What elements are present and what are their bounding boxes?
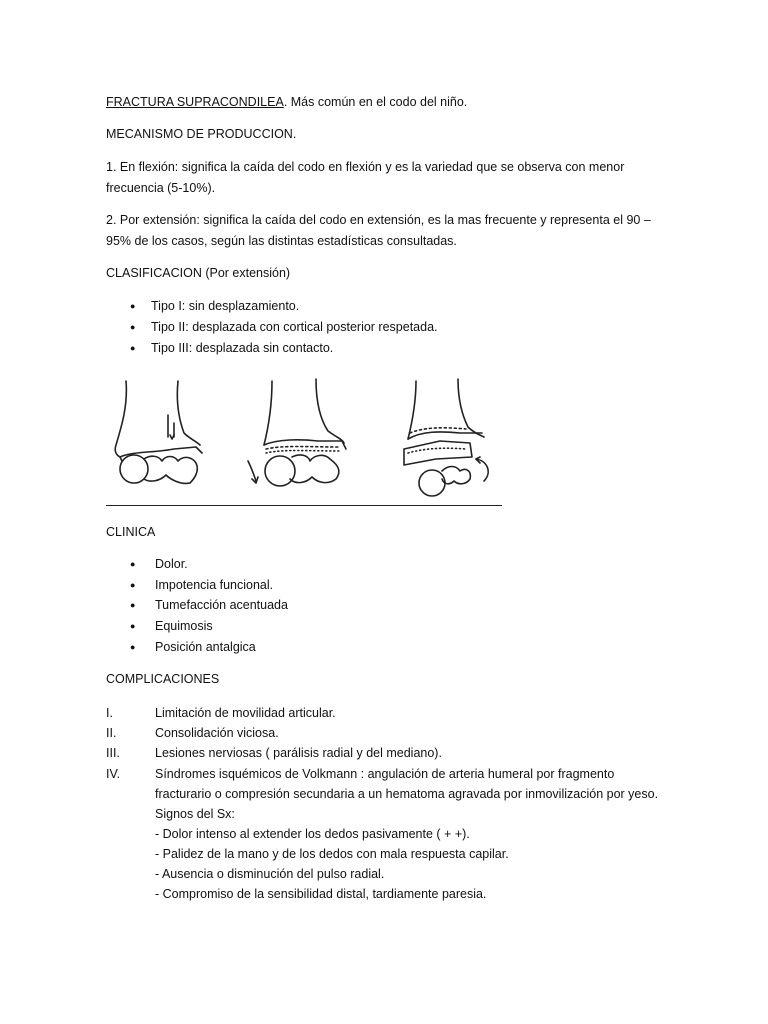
bullet-icon: ● bbox=[130, 621, 136, 631]
list-number: I. bbox=[106, 706, 113, 720]
section-heading-mecanismo: MECANISMO DE PRODUCCION. bbox=[106, 127, 297, 141]
list-item: Tumefacción acentuada bbox=[155, 598, 288, 612]
list-item: Lesiones nerviosas ( parálisis radial y del mediano). bbox=[155, 746, 442, 760]
sign-item: - Ausencia o disminución del pulso radial. bbox=[155, 867, 385, 881]
title-subtitle: . Más común en el codo del niño. bbox=[283, 95, 468, 109]
bullet-icon: ● bbox=[130, 600, 136, 610]
fracture-types-illustration bbox=[104, 375, 504, 503]
bullet-icon: ● bbox=[130, 580, 136, 590]
section-divider bbox=[106, 505, 502, 506]
list-number: III. bbox=[106, 746, 120, 760]
bullet-icon: ● bbox=[130, 301, 136, 311]
section-heading-clinica: CLINICA bbox=[106, 525, 156, 539]
paragraph-extension-line2: 95% de los casos, según las distintas estadísticas consultadas. bbox=[106, 234, 457, 248]
paragraph-extension-line1: 2. Por extensión: significa la caída del codo en extensión, es la mas frecuente y representa el 90 – bbox=[106, 213, 651, 227]
list-item: Posición antalgica bbox=[155, 640, 256, 654]
list-item: Dolor. bbox=[155, 557, 188, 571]
bullet-icon: ● bbox=[130, 559, 136, 569]
section-heading-clasificacion: CLASIFICACION (Por extensión) bbox=[106, 266, 291, 280]
list-number: II. bbox=[106, 726, 117, 740]
document-title bbox=[106, 92, 467, 112]
fracture-type-1-sketch bbox=[115, 381, 202, 483]
list-item: Consolidación viciosa. bbox=[155, 726, 279, 740]
sign-item: - Palidez de la mano y de los dedos con mala respuesta capilar. bbox=[155, 847, 509, 861]
list-item: Impotencia funcional. bbox=[155, 578, 274, 592]
list-item: Tipo III: desplazada sin contacto. bbox=[151, 341, 334, 355]
fracture-type-3-sketch bbox=[404, 379, 488, 496]
title-main: FRACTURA SUPRACONDILEA bbox=[106, 95, 284, 109]
list-item: Tipo I: sin desplazamiento. bbox=[151, 299, 300, 313]
signs-heading: Signos del Sx: bbox=[155, 807, 235, 821]
section-heading-complicaciones: COMPLICACIONES bbox=[106, 672, 220, 686]
paragraph-flexion-line2: frecuencia (5-10%). bbox=[106, 181, 216, 195]
list-item: Tipo II: desplazada con cortical posterior respetada. bbox=[151, 320, 438, 334]
sign-item: - Dolor intenso al extender los dedos pasivamente ( + +). bbox=[155, 827, 470, 841]
list-item: Limitación de movilidad articular. bbox=[155, 706, 336, 720]
paragraph-flexion-line1: 1. En flexión: significa la caída del codo en flexión y es la variedad que se observa con menor bbox=[106, 160, 625, 174]
fracture-type-2-sketch bbox=[248, 379, 346, 486]
bullet-icon: ● bbox=[130, 642, 136, 652]
list-item-continuation: fracturario o compresión secundaria a un hematoma agravada por inmovilización por yeso. bbox=[155, 787, 659, 801]
list-number: IV. bbox=[106, 767, 121, 781]
sign-item: - Compromiso de la sensibilidad distal, tardiamente paresia. bbox=[155, 887, 487, 901]
bullet-icon: ● bbox=[130, 322, 136, 332]
bullet-icon: ● bbox=[130, 343, 136, 353]
list-item: Equimosis bbox=[155, 619, 213, 633]
list-item: Síndromes isquémicos de Volkmann : angulación de arteria humeral por fragmento bbox=[155, 767, 615, 781]
